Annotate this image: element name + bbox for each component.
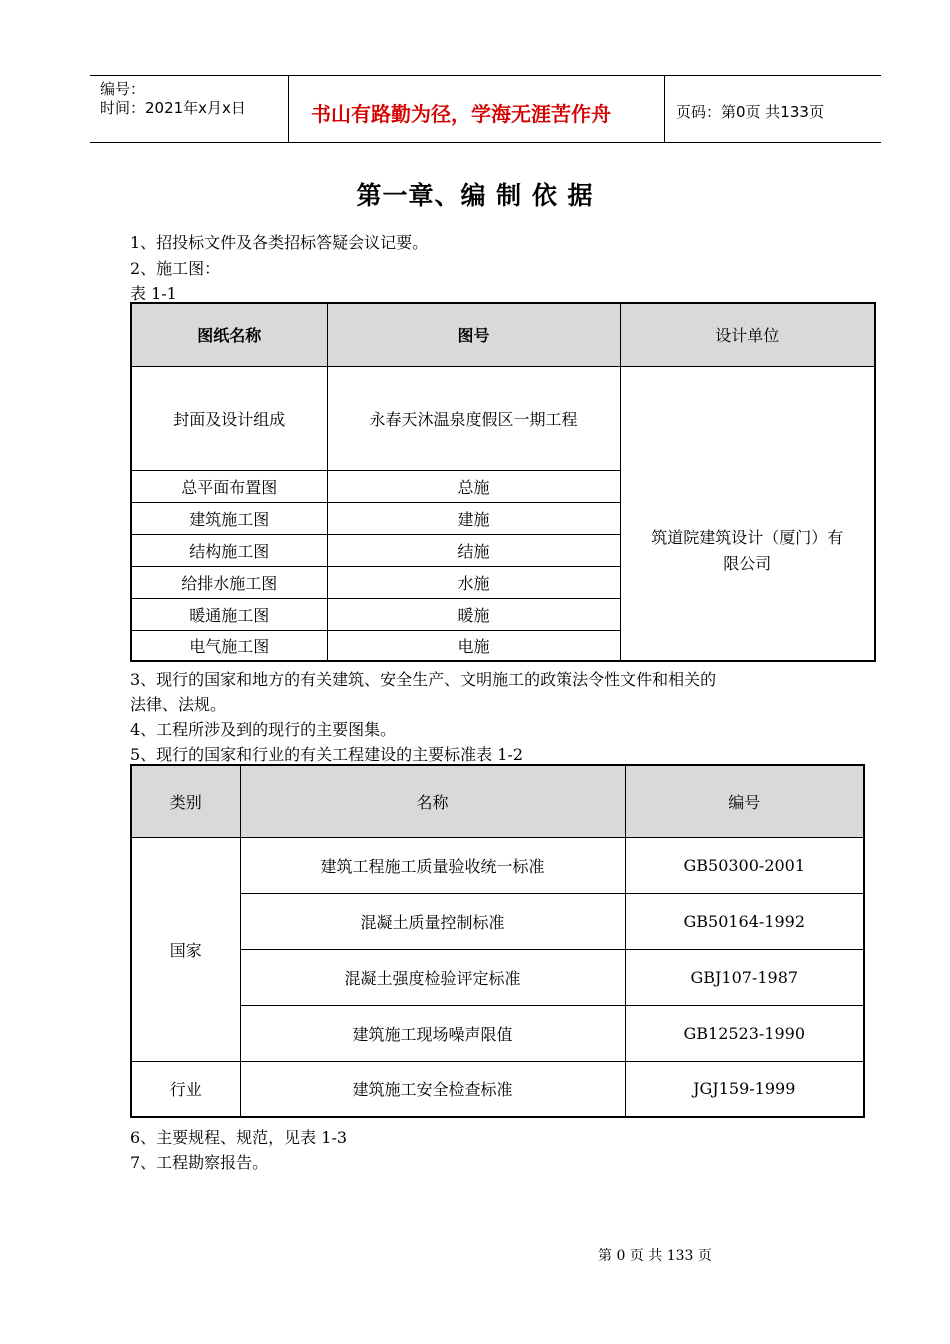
drawing-number-cell: 暖施 (327, 598, 620, 630)
header-divider-left (288, 76, 289, 142)
paragraph-3-line1: 3、现行的国家和地方的有关建筑、安全生产、文明施工的政策法令性文件和相关的 (130, 670, 717, 689)
header-bottom-rule (90, 142, 881, 143)
drawings-table (130, 302, 876, 662)
table-row (131, 893, 864, 949)
paragraph-2: 2、施工图： (130, 259, 221, 278)
table-1-label: 表 1-1 (130, 284, 177, 303)
standard-name-cell: 混凝土强度检验评定标准 (240, 949, 625, 1005)
paragraph-7: 7、工程勘察报告。 (130, 1153, 269, 1172)
design-unit-cell (620, 366, 875, 661)
standard-code-cell: GB50164-1992 (625, 893, 864, 949)
standard-code-cell: JGJ159-1999 (625, 1061, 864, 1117)
standard-name-cell: 建筑工程施工质量验收统一标准 (240, 837, 625, 893)
header-design-unit: 设计单位 (620, 303, 875, 366)
drawing-name-cell: 给排水施工图 (131, 566, 327, 598)
design-unit-line2: 限公司 (723, 554, 772, 574)
paragraph-5: 5、现行的国家和行业的有关工程建设的主要标准表 1-2 (130, 745, 524, 764)
category-industry-cell: 行业 (131, 1061, 240, 1117)
drawing-number-cell: 电施 (327, 630, 620, 661)
header-category: 类别 (131, 765, 240, 837)
standard-code-cell: GBJ107-1987 (625, 949, 864, 1005)
header-top-rule (90, 75, 881, 76)
standard-name-cell: 建筑施工安全检查标准 (240, 1061, 625, 1117)
drawing-name-cell: 建筑施工图 (131, 502, 327, 534)
header-divider-right (664, 76, 665, 142)
standard-code-cell: GB12523-1990 (625, 1005, 864, 1061)
serial-label: 编号： (100, 80, 146, 98)
category-national-cell: 国家 (131, 837, 240, 1061)
header-standard-name: 名称 (240, 765, 625, 837)
header-standard-code: 编号 (625, 765, 864, 837)
standard-code-cell: GB50300-2001 (625, 837, 864, 893)
standard-name-cell: 混凝土质量控制标准 (240, 893, 625, 949)
header-drawing-number: 图号 (327, 303, 620, 366)
drawing-number-cell: 建施 (327, 502, 620, 534)
design-unit-line1: 筑道院建筑设计（厦门）有 (651, 528, 844, 548)
chapter-title: 第一章、编 制 依 据 (356, 181, 594, 210)
drawing-number-cell: 结施 (327, 534, 620, 566)
table-row (131, 1005, 864, 1061)
drawing-number-cell: 水施 (327, 566, 620, 598)
drawing-name-cell: 电气施工图 (131, 630, 327, 661)
page-footer: 第 0 页 共 133 页 (598, 1248, 712, 1264)
drawing-number-cell: 总施 (327, 470, 620, 502)
standard-name-cell: 建筑施工现场噪声限值 (240, 1005, 625, 1061)
time-label: 时间：2021年x月x日 (100, 99, 246, 117)
table-row (131, 1061, 864, 1117)
drawing-number-cell: 永春天沐温泉度假区一期工程 (327, 366, 620, 470)
paragraph-6: 6、主要规程、规范，见表 1-3 (130, 1128, 348, 1147)
paragraph-4: 4、工程所涉及到的现行的主要图集。 (130, 720, 397, 739)
table-header-row (131, 765, 864, 837)
drawing-name-cell: 结构施工图 (131, 534, 327, 566)
table-row (131, 837, 864, 893)
table-header-row (131, 303, 875, 366)
drawing-name-cell: 总平面布置图 (131, 470, 327, 502)
header-motto: 书山有路勤为径，学海无涯苦作舟 (311, 102, 611, 126)
table-row (131, 366, 875, 470)
drawing-name-cell: 暖通施工图 (131, 598, 327, 630)
paragraph-3-line2: 法律、法规。 (130, 695, 227, 714)
paragraph-1: 1、招投标文件及各类招标答疑会议记要。 (130, 233, 429, 252)
table-row (131, 949, 864, 1005)
standards-table (130, 764, 865, 1118)
header-page-info: 页码：第0页 共133页 (676, 103, 824, 121)
header-drawing-name: 图纸名称 (131, 303, 327, 366)
drawing-name-cell: 封面及设计组成 (131, 366, 327, 470)
